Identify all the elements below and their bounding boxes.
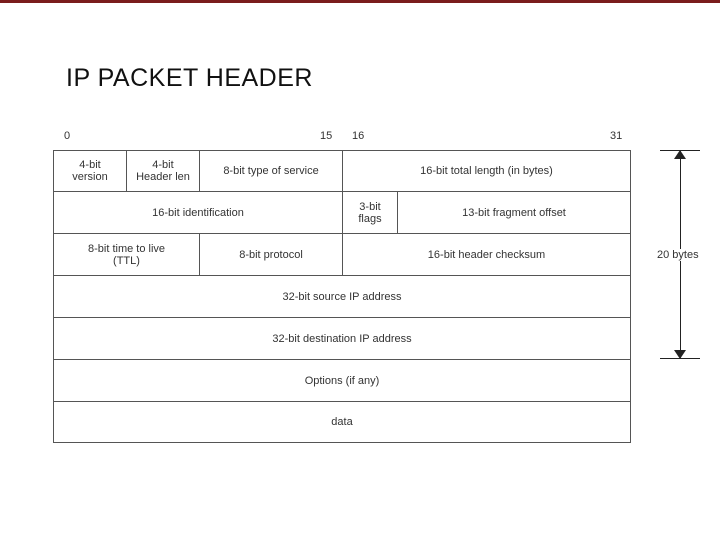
bit-label-16: 16 xyxy=(352,130,365,142)
type-of-service-field: 8-bit type of service xyxy=(199,150,343,192)
fragment-offset-field: 13-bit fragment offset xyxy=(397,191,631,234)
header-length-field: 4-bit Header len xyxy=(126,150,200,192)
bit-label-15: 15 xyxy=(320,130,333,142)
destination-ip-field: 32-bit destination IP address xyxy=(53,317,631,360)
options-field: Options (if any) xyxy=(53,359,631,402)
total-length-field: 16-bit total length (in bytes) xyxy=(342,150,631,192)
source-ip-field: 32-bit source IP address xyxy=(53,275,631,318)
bit-label-0: 0 xyxy=(64,130,71,142)
arrow-up-icon xyxy=(674,150,686,159)
ip-header-diagram xyxy=(53,150,631,442)
arrow-down-icon xyxy=(674,350,686,359)
top-accent-bar xyxy=(0,0,720,3)
identification-field: 16-bit identification xyxy=(53,191,343,234)
bit-label-31: 31 xyxy=(610,130,623,142)
protocol-field: 8-bit protocol xyxy=(199,233,343,276)
flags-field: 3-bit flags xyxy=(342,191,398,234)
data-field: data xyxy=(53,401,631,443)
ttl-field: 8-bit time to live (TTL) xyxy=(53,233,200,276)
page-title: IP PACKET HEADER xyxy=(66,64,313,92)
version-field: 4-bit version xyxy=(53,150,127,192)
header-size-label: 20 bytes xyxy=(657,249,699,261)
header-checksum-field: 16-bit header checksum xyxy=(342,233,631,276)
